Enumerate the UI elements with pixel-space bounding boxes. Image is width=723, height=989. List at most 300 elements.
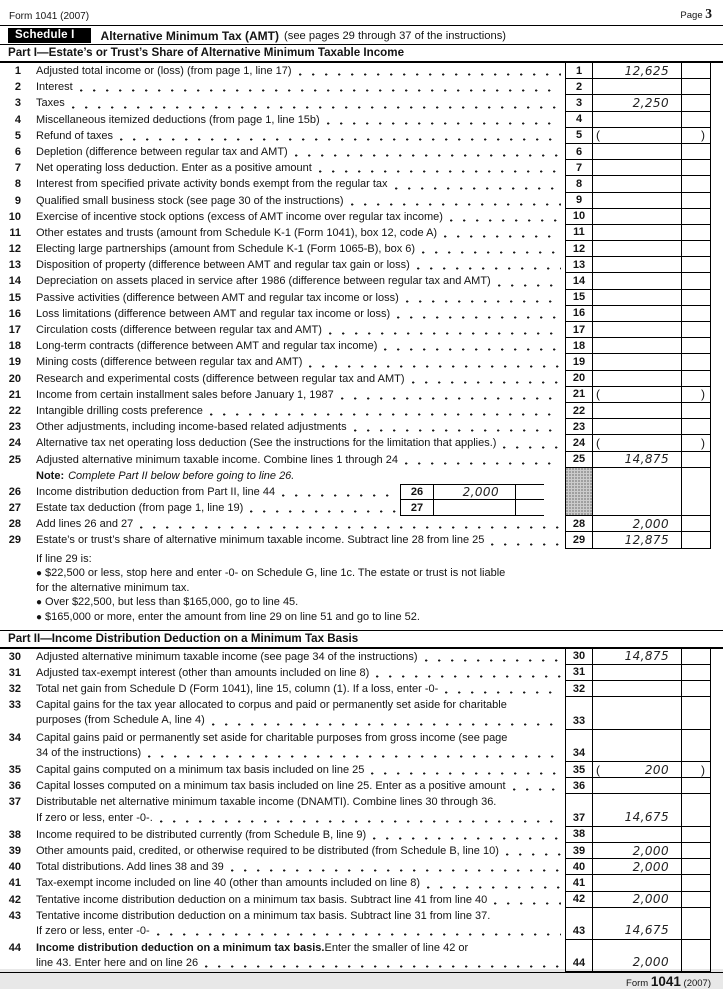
close-paren: ) xyxy=(701,128,705,143)
line-label: Depreciation on assets placed in service after 1986 (difference between regular tax and AMT) xyxy=(36,275,491,288)
amount-cell[interactable] xyxy=(593,95,682,111)
cents-cell[interactable] xyxy=(682,532,711,548)
line-description xyxy=(21,649,565,665)
cents-cell[interactable] xyxy=(682,176,711,192)
line-label: Circulation costs (difference between regular tax and AMT) xyxy=(36,324,322,336)
line-label: Mining costs (difference between regular tax and AMT) xyxy=(36,356,303,369)
cents-cell[interactable] xyxy=(682,95,711,111)
line-description xyxy=(21,419,565,435)
line-row-40 xyxy=(0,859,723,875)
cents-cell[interactable] xyxy=(682,875,711,891)
amount-cell[interactable] xyxy=(593,532,682,548)
line-description xyxy=(21,859,565,875)
line-number: 38 xyxy=(8,828,21,841)
line-box-number: 18 xyxy=(565,338,593,354)
line-box-number: 27 xyxy=(400,500,434,516)
dot-leaders xyxy=(140,526,561,529)
line-label: Capital gains paid or permanently set aside for charitable purposes from gross income (see page xyxy=(36,731,508,744)
line-number: 18 xyxy=(8,340,21,353)
line-text xyxy=(36,128,565,144)
line-text xyxy=(36,209,565,225)
amount-cell[interactable] xyxy=(593,730,682,762)
line-label: Add lines 26 and 27 xyxy=(36,518,134,531)
line-text xyxy=(36,875,565,891)
line-row-34 xyxy=(0,730,723,762)
amount-value: 12,875 xyxy=(624,533,669,548)
line-label: Capital gains computed on a minimum tax basis included on line 25 xyxy=(36,763,365,776)
amount-cell[interactable] xyxy=(593,419,682,435)
line-description xyxy=(21,762,565,778)
footer-form-word: Form xyxy=(626,978,649,989)
line-box-number: 40 xyxy=(565,859,593,875)
amount-cell[interactable] xyxy=(593,452,682,468)
dot-leaders xyxy=(341,397,561,400)
line-row-28 xyxy=(0,516,723,532)
cents-cell[interactable] xyxy=(682,892,711,908)
dot-leaders xyxy=(503,446,561,449)
line-number: 33 xyxy=(8,699,21,712)
amount-cell[interactable] xyxy=(593,112,682,128)
line-description xyxy=(21,730,565,762)
dot-leaders xyxy=(319,170,561,173)
line-number: 41 xyxy=(8,877,21,890)
cents-cell[interactable] xyxy=(682,649,711,665)
amount-cell[interactable] xyxy=(593,794,682,826)
line-row-27 xyxy=(0,500,565,516)
line-label-bold: Income distribution deduction on a minimum tax basis. xyxy=(36,942,325,955)
cents-cell[interactable] xyxy=(682,730,711,762)
amount-value: 2,000 xyxy=(632,955,669,970)
cents-cell[interactable] xyxy=(682,940,711,972)
line-number: 10 xyxy=(8,210,21,223)
line-number: 31 xyxy=(8,666,21,679)
line-box-number: 23 xyxy=(565,419,593,435)
line-row-43 xyxy=(0,908,723,940)
amount-cell[interactable] xyxy=(593,859,682,875)
dot-leaders xyxy=(417,267,561,270)
line-row-29 xyxy=(0,532,723,548)
line-row-44 xyxy=(0,940,723,972)
line-box-number: 3 xyxy=(565,95,593,111)
line-box-number: 17 xyxy=(565,322,593,338)
line-box-number: 15 xyxy=(565,290,593,306)
line-label: line 43. Enter here and on line 26 xyxy=(36,957,199,970)
page-header xyxy=(0,0,723,24)
line-label: Adjusted alternative minimum taxable income. Combine lines 1 through 24 xyxy=(36,453,398,466)
cents-cell[interactable] xyxy=(682,128,711,144)
cents-cell[interactable] xyxy=(682,681,711,697)
line-number: 23 xyxy=(8,421,21,434)
line-number: 12 xyxy=(8,243,21,256)
amount-value: 2,000 xyxy=(632,859,669,874)
bullet-icon: ● xyxy=(36,597,43,609)
cents-cell[interactable] xyxy=(682,762,711,778)
amount-cell[interactable] xyxy=(593,176,682,192)
cents-cell[interactable] xyxy=(682,419,711,435)
line-description xyxy=(21,95,565,111)
amount-cell[interactable] xyxy=(593,322,682,338)
line-number: 16 xyxy=(8,307,21,320)
line-number: 7 xyxy=(14,162,21,175)
line-text xyxy=(36,193,565,209)
line-description xyxy=(21,940,565,972)
open-paren: ( xyxy=(596,128,600,143)
line-text xyxy=(36,746,565,761)
cents-cell[interactable] xyxy=(682,63,711,79)
cents-cell[interactable] xyxy=(682,908,711,940)
amount-cell[interactable] xyxy=(593,875,682,891)
note-line xyxy=(0,468,565,484)
cents-cell[interactable] xyxy=(682,697,711,729)
line-row-5 xyxy=(0,128,723,144)
amount-cell[interactable] xyxy=(593,225,682,241)
line-text xyxy=(36,354,565,370)
line-row-22 xyxy=(0,403,723,419)
line-text xyxy=(36,257,565,273)
line-row-37 xyxy=(0,794,723,826)
amount-cell[interactable] xyxy=(593,306,682,322)
empty-amount-cell xyxy=(593,468,682,517)
cents-cell[interactable] xyxy=(682,778,711,794)
line-box-number: 10 xyxy=(565,209,593,225)
dot-leaders xyxy=(406,300,561,303)
line-label: Exercise of incentive stock options (excess of AMT income over regular tax income) xyxy=(36,210,443,223)
part2-header: Part II—Income Distribution Deduction on a Minimum Tax Basis xyxy=(0,630,723,649)
cents-cell[interactable] xyxy=(682,112,711,128)
line-label: Enter the smaller of line 42 or xyxy=(324,942,469,955)
line-box-number: 39 xyxy=(565,843,593,859)
dot-leaders xyxy=(231,869,561,872)
line-label: Other amounts paid, credited, or otherwise required to be distributed (from Schedule B, line 10) xyxy=(36,844,499,857)
line-label: Estate tax deduction (from page 1, line 19) xyxy=(36,502,244,515)
note-label: Note: xyxy=(36,469,65,482)
line-row-11 xyxy=(0,225,723,241)
cents-cell[interactable] xyxy=(682,79,711,95)
line-text xyxy=(36,403,565,419)
dot-leaders xyxy=(422,251,561,254)
line-box-number: 21 xyxy=(565,387,593,403)
cents-cell[interactable] xyxy=(682,452,711,468)
line-text xyxy=(36,419,565,435)
line-number: 42 xyxy=(8,893,21,906)
line-text xyxy=(36,452,565,468)
line-number: 6 xyxy=(14,145,21,158)
line29-intro: If line 29 is: xyxy=(36,552,92,565)
line-text xyxy=(36,516,565,532)
cents-cell[interactable] xyxy=(682,371,711,387)
line-number: 30 xyxy=(8,650,21,663)
line-description xyxy=(21,209,565,225)
line-label: Interest from specified private activity bonds exempt from the regular tax xyxy=(36,178,388,191)
line-label: Income distribution deduction from Part II, line 44 xyxy=(36,485,276,498)
cents-cell[interactable] xyxy=(682,387,711,403)
line-row-20 xyxy=(0,371,723,387)
amount-cell[interactable] xyxy=(593,665,682,681)
line-text xyxy=(36,731,565,746)
page-word: Page xyxy=(680,10,703,21)
amount-value: 14,875 xyxy=(624,452,669,467)
line-label: Long-term contracts (difference between AMT and regular tax income) xyxy=(36,340,378,353)
schedule-title: Alternative Minimum Tax (AMT) xyxy=(100,28,279,43)
line-number: 5 xyxy=(14,129,21,142)
line-box-number: 4 xyxy=(565,112,593,128)
amount-cell[interactable] xyxy=(593,354,682,370)
line-box-number: 5 xyxy=(565,128,593,144)
line-number: 9 xyxy=(14,194,21,207)
line-row-17 xyxy=(0,322,723,338)
line-row-21 xyxy=(0,387,723,403)
line-label: Distributable net alternative minimum taxable income (DNAMTI). Combine lines 30 through 36. xyxy=(36,796,497,809)
line-row-13 xyxy=(0,257,723,273)
cents-cell[interactable] xyxy=(682,306,711,322)
dot-leaders xyxy=(295,154,561,157)
line-text xyxy=(36,225,565,241)
line-box-number: 13 xyxy=(565,257,593,273)
amount-value: 12,625 xyxy=(624,63,669,78)
cents-cell[interactable] xyxy=(682,435,711,451)
line-box-number: 7 xyxy=(565,160,593,176)
line-text xyxy=(36,681,565,697)
amount-cell[interactable] xyxy=(593,681,682,697)
line-description xyxy=(21,112,565,128)
line-label: purposes (from Schedule A, line 4) xyxy=(36,714,205,727)
line29-bullet-3: ● $165,000 or more, enter the amount from line 29 on line 51 and go to line 52. xyxy=(36,611,420,624)
line-description xyxy=(21,322,565,338)
line-description xyxy=(21,500,400,516)
amount-cell[interactable] xyxy=(593,649,682,665)
cents-cell[interactable] xyxy=(682,144,711,160)
line-description xyxy=(21,908,565,940)
form-id-label: Form 1041 (2007) xyxy=(9,11,90,22)
inner-rows-area xyxy=(0,468,565,517)
amount-cell[interactable] xyxy=(593,257,682,273)
line-description xyxy=(21,79,565,95)
dot-leaders xyxy=(491,543,561,546)
dot-leaders xyxy=(425,659,561,662)
schedule-badge: Schedule I xyxy=(8,28,91,43)
line-number: 8 xyxy=(14,178,21,191)
open-paren: ( xyxy=(596,387,600,402)
amount-cell[interactable] xyxy=(593,371,682,387)
line-label: 34 of the instructions) xyxy=(36,746,142,759)
line-box-number: 6 xyxy=(565,144,593,160)
cents-cell[interactable] xyxy=(682,843,711,859)
line-description xyxy=(21,290,565,306)
amount-cell[interactable] xyxy=(593,193,682,209)
line-box-number: 44 xyxy=(565,940,593,972)
dot-leaders xyxy=(148,755,561,758)
line-row-2 xyxy=(0,79,723,95)
amount-cell[interactable] xyxy=(593,128,682,144)
close-paren: ) xyxy=(701,435,705,450)
line-box-number: 37 xyxy=(565,794,593,826)
line-description xyxy=(21,193,565,209)
line-box-number: 26 xyxy=(400,484,434,500)
line-text xyxy=(36,795,565,810)
line-number: 34 xyxy=(8,731,21,744)
amount-cell[interactable] xyxy=(593,827,682,843)
amount-cell[interactable] xyxy=(593,892,682,908)
amount-cell[interactable] xyxy=(434,484,516,500)
bullet-icon: ● xyxy=(36,612,43,624)
amount-cell[interactable] xyxy=(593,387,682,403)
line-label: Adjusted alternative minimum taxable income (see page 34 of the instructions) xyxy=(36,650,418,663)
line-text xyxy=(36,387,565,403)
line-text xyxy=(36,532,565,548)
line-label: Other adjustments, including income-based related adjustments xyxy=(36,421,347,434)
cents-cell[interactable] xyxy=(682,665,711,681)
line-box-number: 42 xyxy=(565,892,593,908)
line-description xyxy=(21,160,565,176)
dot-leaders xyxy=(354,429,561,432)
amount-cell[interactable] xyxy=(593,435,682,451)
amount-value: 2,000 xyxy=(632,892,669,907)
cents-cell[interactable] xyxy=(682,827,711,843)
line-description xyxy=(21,144,565,160)
amount-cell[interactable] xyxy=(593,843,682,859)
line-label: Total distributions. Add lines 38 and 39 xyxy=(36,861,224,874)
amount-cell[interactable] xyxy=(434,500,516,516)
amount-cell[interactable] xyxy=(593,403,682,419)
line-number: 3 xyxy=(14,97,21,110)
line-number: 25 xyxy=(8,453,21,466)
cents-cell[interactable] xyxy=(682,209,711,225)
line-description xyxy=(21,176,565,192)
line-number: 19 xyxy=(8,356,21,369)
line-text xyxy=(36,241,565,257)
amount-cell[interactable] xyxy=(593,290,682,306)
line-description xyxy=(21,778,565,794)
line-row-18 xyxy=(0,338,723,354)
schedule-bar xyxy=(0,25,723,44)
amount-cell[interactable] xyxy=(593,338,682,354)
line-row-38 xyxy=(0,827,723,843)
line-number: 15 xyxy=(8,291,21,304)
cents-cell[interactable] xyxy=(682,257,711,273)
schedule-subtitle: (see pages 29 through 37 of the instructions) xyxy=(284,29,507,42)
line-row-12 xyxy=(0,241,723,257)
line-row-3 xyxy=(0,95,723,111)
line-description xyxy=(21,452,565,468)
amount-cell[interactable] xyxy=(593,273,682,289)
cents-cell[interactable] xyxy=(682,290,711,306)
note-and-lines-26-27-block xyxy=(0,468,723,517)
footer-year: (2007) xyxy=(683,978,711,989)
amount-cell[interactable] xyxy=(593,762,682,778)
line-label: Tentative income distribution deduction on a minimum tax basis. Subtract line 31 from line 37. xyxy=(36,909,491,922)
dot-leaders xyxy=(445,691,561,694)
amount-cell[interactable] xyxy=(593,697,682,729)
cents-cell[interactable] xyxy=(682,225,711,241)
line-number: 44 xyxy=(8,942,21,955)
cents-cell[interactable] xyxy=(682,322,711,338)
cents-cell[interactable] xyxy=(516,484,544,500)
amount-cell[interactable] xyxy=(593,516,682,532)
line-row-26 xyxy=(0,484,565,500)
amount-value: 14,675 xyxy=(624,923,669,938)
cents-cell[interactable] xyxy=(682,160,711,176)
line-text xyxy=(36,843,565,859)
line-label: Loss limitations (difference between AMT and regular tax income or loss) xyxy=(36,307,391,320)
cents-cell[interactable] xyxy=(516,500,544,516)
line-label: Miscellaneous itemized deductions (from page 1, line 15b) xyxy=(36,113,320,126)
line-text xyxy=(36,778,565,794)
amount-cell[interactable] xyxy=(593,209,682,225)
line-description xyxy=(21,532,565,548)
line-label: Income from certain installment sales before January 1, 1987 xyxy=(36,388,334,401)
amount-cell[interactable] xyxy=(593,144,682,160)
amount-cell[interactable] xyxy=(593,940,682,972)
line-box-number: 36 xyxy=(565,778,593,794)
cents-cell[interactable] xyxy=(682,516,711,532)
cents-cell[interactable] xyxy=(682,193,711,209)
line-row-16 xyxy=(0,306,723,322)
dot-leaders xyxy=(329,332,561,335)
cents-cell[interactable] xyxy=(682,403,711,419)
dot-leaders xyxy=(376,675,561,678)
line-box-number: 33 xyxy=(565,697,593,729)
line-description xyxy=(21,827,565,843)
cents-cell[interactable] xyxy=(682,354,711,370)
cents-cell[interactable] xyxy=(682,338,711,354)
line-box-number: 11 xyxy=(565,225,593,241)
line-label: Electing large partnerships (amount from Schedule K-1 (Form 1065-B), box 6) xyxy=(36,243,416,256)
amount-cell[interactable] xyxy=(593,160,682,176)
amount-cell[interactable] xyxy=(593,63,682,79)
amount-cell[interactable] xyxy=(593,241,682,257)
cents-cell[interactable] xyxy=(682,241,711,257)
line-box-number: 24 xyxy=(565,435,593,451)
amount-value: 200 xyxy=(644,762,669,777)
line-text xyxy=(36,892,565,908)
line-number: 14 xyxy=(8,275,21,288)
line-row-36 xyxy=(0,778,723,794)
line-row-1 xyxy=(0,63,723,79)
line-number: 37 xyxy=(8,796,21,809)
line-label: Tax-exempt income included on line 40 (other than amounts included on line 8) xyxy=(36,877,421,890)
dot-leaders xyxy=(250,510,396,513)
amount-cell[interactable] xyxy=(593,908,682,940)
page-footer xyxy=(0,973,723,989)
line-description xyxy=(21,241,565,257)
amount-cell[interactable] xyxy=(593,79,682,95)
amount-value: 2,000 xyxy=(632,516,669,531)
cents-cell[interactable] xyxy=(682,859,711,875)
line-text xyxy=(36,762,565,778)
cents-cell[interactable] xyxy=(682,273,711,289)
line-row-15 xyxy=(0,290,723,306)
line-label: Qualified small business stock (see page 30 of the instructions) xyxy=(36,194,344,207)
line-box-number: 14 xyxy=(565,273,593,289)
line-row-23 xyxy=(0,419,723,435)
line-label: Adjusted tax-exempt interest (other than amounts included on line 8) xyxy=(36,666,370,679)
line-text xyxy=(36,95,565,111)
dot-leaders xyxy=(506,853,561,856)
line-box-number: 32 xyxy=(565,681,593,697)
line-text xyxy=(36,79,565,95)
cents-cell[interactable] xyxy=(682,794,711,826)
footer-form-number: 1041 xyxy=(650,974,681,989)
line-text xyxy=(36,811,565,826)
dot-leaders xyxy=(450,219,561,222)
line-description xyxy=(21,794,565,826)
line-text xyxy=(36,500,400,516)
line-label: Interest xyxy=(36,81,73,94)
line-number: 17 xyxy=(8,324,21,336)
amount-cell[interactable] xyxy=(593,778,682,794)
close-paren: ) xyxy=(701,762,705,777)
line-label: Adjusted total income or (loss) (from page 1, line 17) xyxy=(36,65,292,77)
